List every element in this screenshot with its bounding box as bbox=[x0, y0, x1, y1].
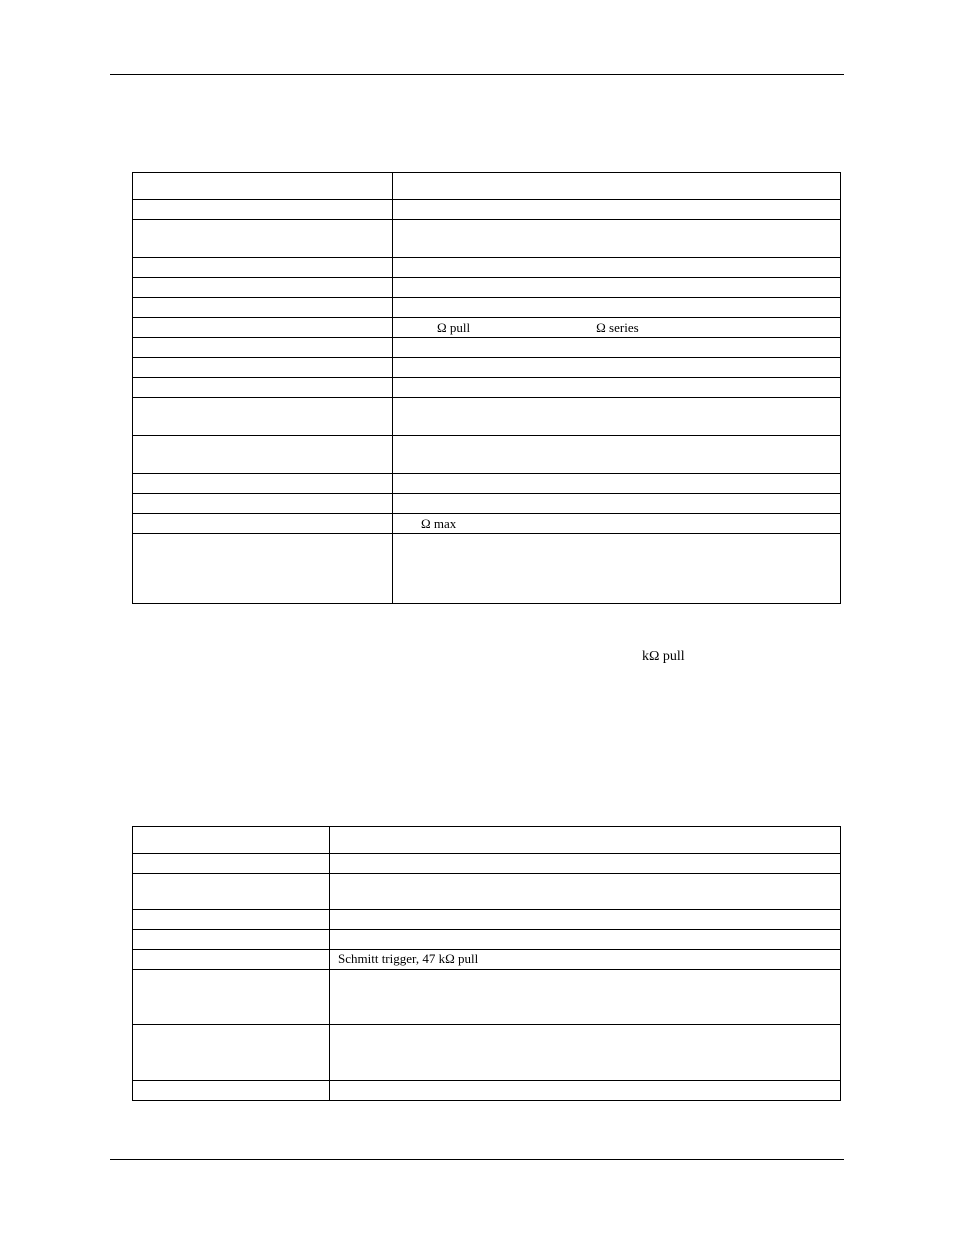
table-cell-label bbox=[133, 398, 393, 436]
table-cell-value bbox=[393, 358, 841, 378]
table-cell-label bbox=[133, 534, 393, 604]
table-row bbox=[133, 930, 841, 950]
table-cell-value bbox=[393, 436, 841, 474]
table-cell-label bbox=[133, 494, 393, 514]
table-cell-value bbox=[393, 220, 841, 258]
footer-rule bbox=[110, 1159, 844, 1160]
table-cell-value bbox=[393, 474, 841, 494]
table-cell-value bbox=[330, 970, 841, 1025]
table-cell-label bbox=[133, 278, 393, 298]
table-cell-label bbox=[133, 930, 330, 950]
table-cell-value bbox=[330, 1025, 841, 1081]
table-row bbox=[133, 298, 841, 318]
table-cell-label bbox=[133, 338, 393, 358]
table-cell-label bbox=[133, 1025, 330, 1081]
table-cell-value bbox=[330, 827, 841, 854]
table-row bbox=[133, 1081, 841, 1101]
table-row bbox=[133, 854, 841, 874]
table-cell-label bbox=[133, 970, 330, 1025]
note-text: kΩ pull bbox=[642, 649, 685, 664]
table-row bbox=[133, 200, 841, 220]
table-cell-label bbox=[133, 854, 330, 874]
table-cell-label bbox=[133, 173, 393, 200]
table-cell-value bbox=[393, 398, 841, 436]
table-cell-label bbox=[133, 378, 393, 398]
table-cell-value bbox=[330, 854, 841, 874]
pull-resistance-text: Ω pull bbox=[437, 320, 471, 335]
table-row bbox=[133, 474, 841, 494]
table-row bbox=[133, 950, 841, 970]
table-cell-label bbox=[133, 1081, 330, 1101]
table-cell-value bbox=[393, 298, 841, 318]
table-row bbox=[133, 514, 841, 534]
table-row bbox=[133, 398, 841, 436]
table-cell-value bbox=[393, 534, 841, 604]
table-row bbox=[133, 827, 841, 854]
table-cell-label bbox=[133, 200, 393, 220]
table-cell-label bbox=[133, 258, 393, 278]
table-cell-value bbox=[393, 494, 841, 514]
table-row bbox=[133, 258, 841, 278]
table-cell-value bbox=[393, 514, 841, 534]
table-row bbox=[133, 1025, 841, 1081]
table-cell-label bbox=[133, 298, 393, 318]
table-cell-value bbox=[330, 1081, 841, 1101]
table-cell-label bbox=[133, 436, 393, 474]
table-cell-label bbox=[133, 318, 393, 338]
table-cell-value bbox=[393, 278, 841, 298]
table-row bbox=[133, 338, 841, 358]
table-cell-value bbox=[330, 874, 841, 910]
table-cell-value bbox=[393, 173, 841, 200]
table-cell-value bbox=[393, 378, 841, 398]
spec-table-1 bbox=[132, 172, 841, 604]
max-resistance-text: Ω max bbox=[421, 516, 457, 531]
table-row bbox=[133, 278, 841, 298]
table-cell-value bbox=[330, 930, 841, 950]
spec-table-2 bbox=[132, 826, 841, 1101]
table-cell-label bbox=[133, 474, 393, 494]
table-row bbox=[133, 970, 841, 1025]
table-cell-value bbox=[330, 910, 841, 930]
table-row bbox=[133, 534, 841, 604]
table-row bbox=[133, 358, 841, 378]
table-row bbox=[133, 318, 841, 338]
table-cell-label bbox=[133, 358, 393, 378]
table-cell-label bbox=[133, 874, 330, 910]
table-cell-label bbox=[133, 220, 393, 258]
table-row bbox=[133, 436, 841, 474]
table-row bbox=[133, 910, 841, 930]
table-row bbox=[133, 220, 841, 258]
table-cell-label bbox=[133, 827, 330, 854]
table-row bbox=[133, 494, 841, 514]
table-cell-value: Schmitt trigger, 47 kΩ pull bbox=[330, 950, 841, 970]
table-row bbox=[133, 378, 841, 398]
table-cell-value bbox=[393, 258, 841, 278]
table-cell-label bbox=[133, 514, 393, 534]
table-cell-value bbox=[393, 318, 841, 338]
table-row bbox=[133, 173, 841, 200]
table-cell-label bbox=[133, 910, 330, 930]
table-cell-value bbox=[393, 200, 841, 220]
header-rule bbox=[110, 74, 844, 75]
table-cell-label bbox=[133, 950, 330, 970]
table-cell-value bbox=[393, 338, 841, 358]
table-row bbox=[133, 874, 841, 910]
series-resistance-text: Ω series bbox=[596, 320, 639, 335]
